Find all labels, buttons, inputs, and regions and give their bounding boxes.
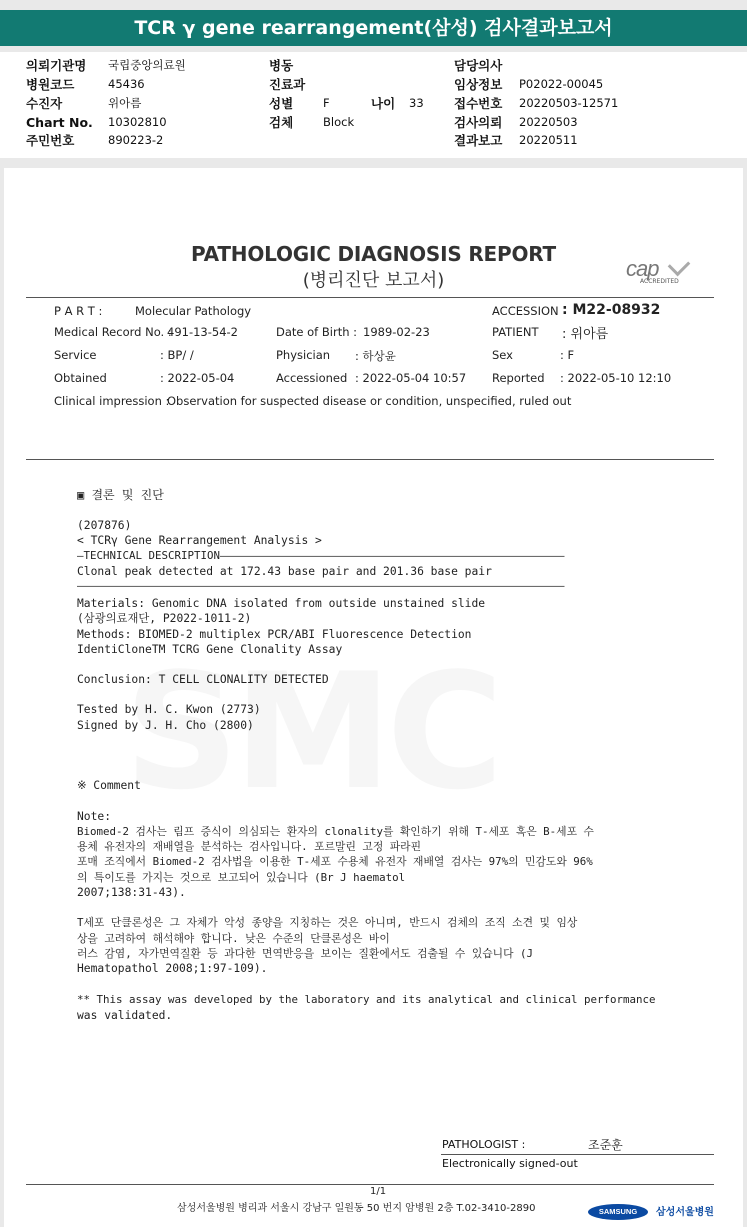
pathologist-label: PATHOLOGIST :: [442, 1138, 526, 1151]
meta-label: 주민번호: [26, 133, 75, 148]
mrn-value: 491-13-54-2: [167, 325, 238, 339]
page-number: 1/1: [370, 1186, 387, 1197]
meta-label: 진료과: [269, 77, 306, 92]
body-line: Note:: [77, 810, 112, 823]
body-line: Materials: Genomic DNA isolated from outside unstained slide: [77, 597, 486, 610]
meta-value: 33: [409, 96, 424, 110]
body-line: 러스 감염, 자가면역질환 등 과다한 면역반응을 보이는 질환에서도 검출될 수 있습니다 (J: [77, 947, 534, 960]
service-label: Service: [54, 348, 97, 362]
body-line: 포매 조직에서 Biomed-2 검사법을 이용한 T-세포 수용체 유전자 재배열 검사는 97%의 민감도와 96%: [77, 855, 593, 868]
clinical-impression-label: Clinical impression :: [54, 394, 170, 408]
pathologist-name: 조준훈: [588, 1138, 623, 1152]
meta-label: 병동: [269, 58, 294, 73]
footer-divider: [26, 1184, 714, 1185]
meta-label: 담당의사: [454, 58, 503, 73]
physician-value: : 하상윤: [355, 349, 396, 363]
cap-logo-subtext: ACCREDITED: [640, 278, 679, 285]
body-line: < TCRγ Gene Rearrangement Analysis >: [77, 534, 322, 547]
patient-meta-panel: [0, 52, 747, 158]
meta-value: P02022-00045: [519, 77, 604, 91]
body-line: Clonal peak detected at 172.43 base pair and 201.36 base pair: [77, 565, 492, 578]
divider: [26, 297, 714, 298]
patient-value: : 위아름: [562, 327, 609, 342]
meta-value: Block: [323, 115, 355, 129]
dob-value: 1989-02-23: [363, 325, 430, 339]
meta-label: 성별: [269, 96, 294, 111]
accessioned-label: Accessioned: [276, 371, 348, 385]
obtained-value: : 2022-05-04: [160, 371, 235, 385]
meta-row: [0, 94, 747, 113]
signed-out-note: Electronically signed-out: [442, 1157, 578, 1170]
report-heading: PATHOLOGIC DIAGNOSIS REPORT: [190, 242, 557, 266]
part-label: P A R T :: [54, 304, 103, 318]
part-value: Molecular Pathology: [135, 304, 252, 318]
body-line: Biomed-2 검사는 림프 증식이 의심되는 환자의 clonality를 확인하기 위해 T-세포 혹은 B-세포 수: [77, 825, 594, 838]
body-line: IdentiCloneTM TCRG Gene Clonality Assay: [77, 643, 343, 656]
check-icon: [668, 254, 691, 277]
body-line: (207876): [77, 519, 132, 532]
meta-label: 병원코드: [26, 77, 75, 92]
meta-label: 나이: [371, 96, 396, 111]
body-line: Signed by J. H. Cho (2800): [77, 719, 254, 732]
clinical-impression-value: Observation for suspected disease or condition, unspecified, ruled out: [167, 394, 572, 408]
meta-label: 의뢰기관명: [26, 58, 87, 73]
body-line: (삼광의료재단, P2022-1011-2): [77, 612, 252, 625]
footer-address: 삼성서울병원 병리과 서울시 강남구 일원동 50 번지 암병원 2층 T.02-3410-2890: [177, 1203, 536, 1214]
service-value: : BP/ /: [160, 348, 194, 362]
report-subheading: (병리진단 보고서): [302, 270, 445, 291]
accession-value: : M22-08932: [562, 302, 661, 318]
body-line: —TECHNICAL DESCRIPTION—————————————————————————————————————————————————————: [77, 549, 565, 562]
patient-label: PATIENT: [492, 325, 539, 339]
meta-label: 수진자: [26, 96, 63, 111]
body-line: Tested by H. C. Kwon (2773): [77, 703, 261, 716]
meta-label: 임상정보: [454, 77, 503, 92]
sex-label: Sex: [492, 348, 513, 362]
body-line: ** This assay was developed by the laboratory and its analytical and clinical performance: [77, 993, 656, 1006]
meta-value: 20220511: [519, 133, 578, 147]
cap-accredited-logo: [626, 256, 692, 288]
body-line: was validated.: [77, 1009, 173, 1022]
comment-header: ※ Comment: [77, 779, 141, 792]
report-page: [4, 168, 743, 1227]
reported-label: Reported: [492, 371, 545, 385]
accessioned-value: : 2022-05-04 10:57: [355, 371, 467, 385]
body-line: Methods: BIOMED-2 multiplex PCR/ABI Fluorescence Detection: [77, 628, 472, 641]
meta-label: 접수번호: [454, 96, 503, 111]
meta-value: 위아름: [108, 96, 142, 110]
meta-label: 검사의뢰: [454, 115, 503, 130]
meta-row: [0, 75, 747, 94]
physician-label: Physician: [276, 348, 331, 362]
sex-value: : F: [560, 348, 575, 362]
samsung-logo: SAMSUNG: [588, 1204, 648, 1220]
body-line: 상을 고려하여 해석해야 합니다. 낮은 수준의 단클론성은 바이: [77, 932, 390, 945]
reported-value: : 2022-05-10 12:10: [560, 371, 672, 385]
body-line: ———————————————————————————————————————————————————————————————————————————: [77, 579, 565, 592]
section-header: ▣ 결론 및 진단: [77, 488, 164, 502]
mrn-label: Medical Record No. :: [54, 325, 172, 339]
meta-value: 20220503: [519, 115, 578, 129]
divider: [26, 459, 714, 460]
body-line: Hematopathol 2008;1:97-109).: [77, 962, 268, 975]
meta-row: [0, 56, 747, 75]
body-line: 의 특이도를 가지는 것으로 보고되어 있습니다 (Br J haematol: [77, 871, 406, 884]
meta-value: 890223-2: [108, 133, 164, 147]
meta-value: F: [323, 96, 330, 110]
meta-value: 국립중앙의료원: [108, 58, 186, 72]
body-line: T세포 단클론성은 그 자체가 악성 종양을 지칭하는 것은 아니며, 반드시 검체의 조직 소견 및 임상: [77, 916, 578, 929]
signature-divider: [441, 1154, 714, 1155]
meta-row: [0, 113, 747, 132]
cap-logo-text: cap: [626, 256, 659, 281]
meta-value: 10302810: [108, 115, 167, 129]
conclusion: Conclusion: T CELL CLONALITY DETECTED: [77, 673, 329, 686]
meta-label: 검체: [269, 115, 294, 130]
obtained-label: Obtained: [54, 371, 107, 385]
body-line: 2007;138:31-43).: [77, 886, 186, 899]
meta-value: 45436: [108, 77, 145, 91]
meta-label: Chart No.: [26, 115, 93, 130]
accession-label: ACCESSION: [492, 304, 559, 318]
meta-row: [0, 131, 747, 150]
report-title-bar: TCR γ gene rearrangement(삼성) 검사결과보고서: [0, 10, 747, 46]
body-line: 용체 유전자의 재배열을 분석하는 검사입니다. 포르말린 고정 파라핀: [77, 840, 422, 853]
meta-value: 20220503-12571: [519, 96, 619, 110]
hospital-logo-text: 삼성서울병원: [656, 1207, 714, 1218]
meta-label: 결과보고: [454, 133, 503, 148]
dob-label: Date of Birth :: [276, 325, 358, 339]
